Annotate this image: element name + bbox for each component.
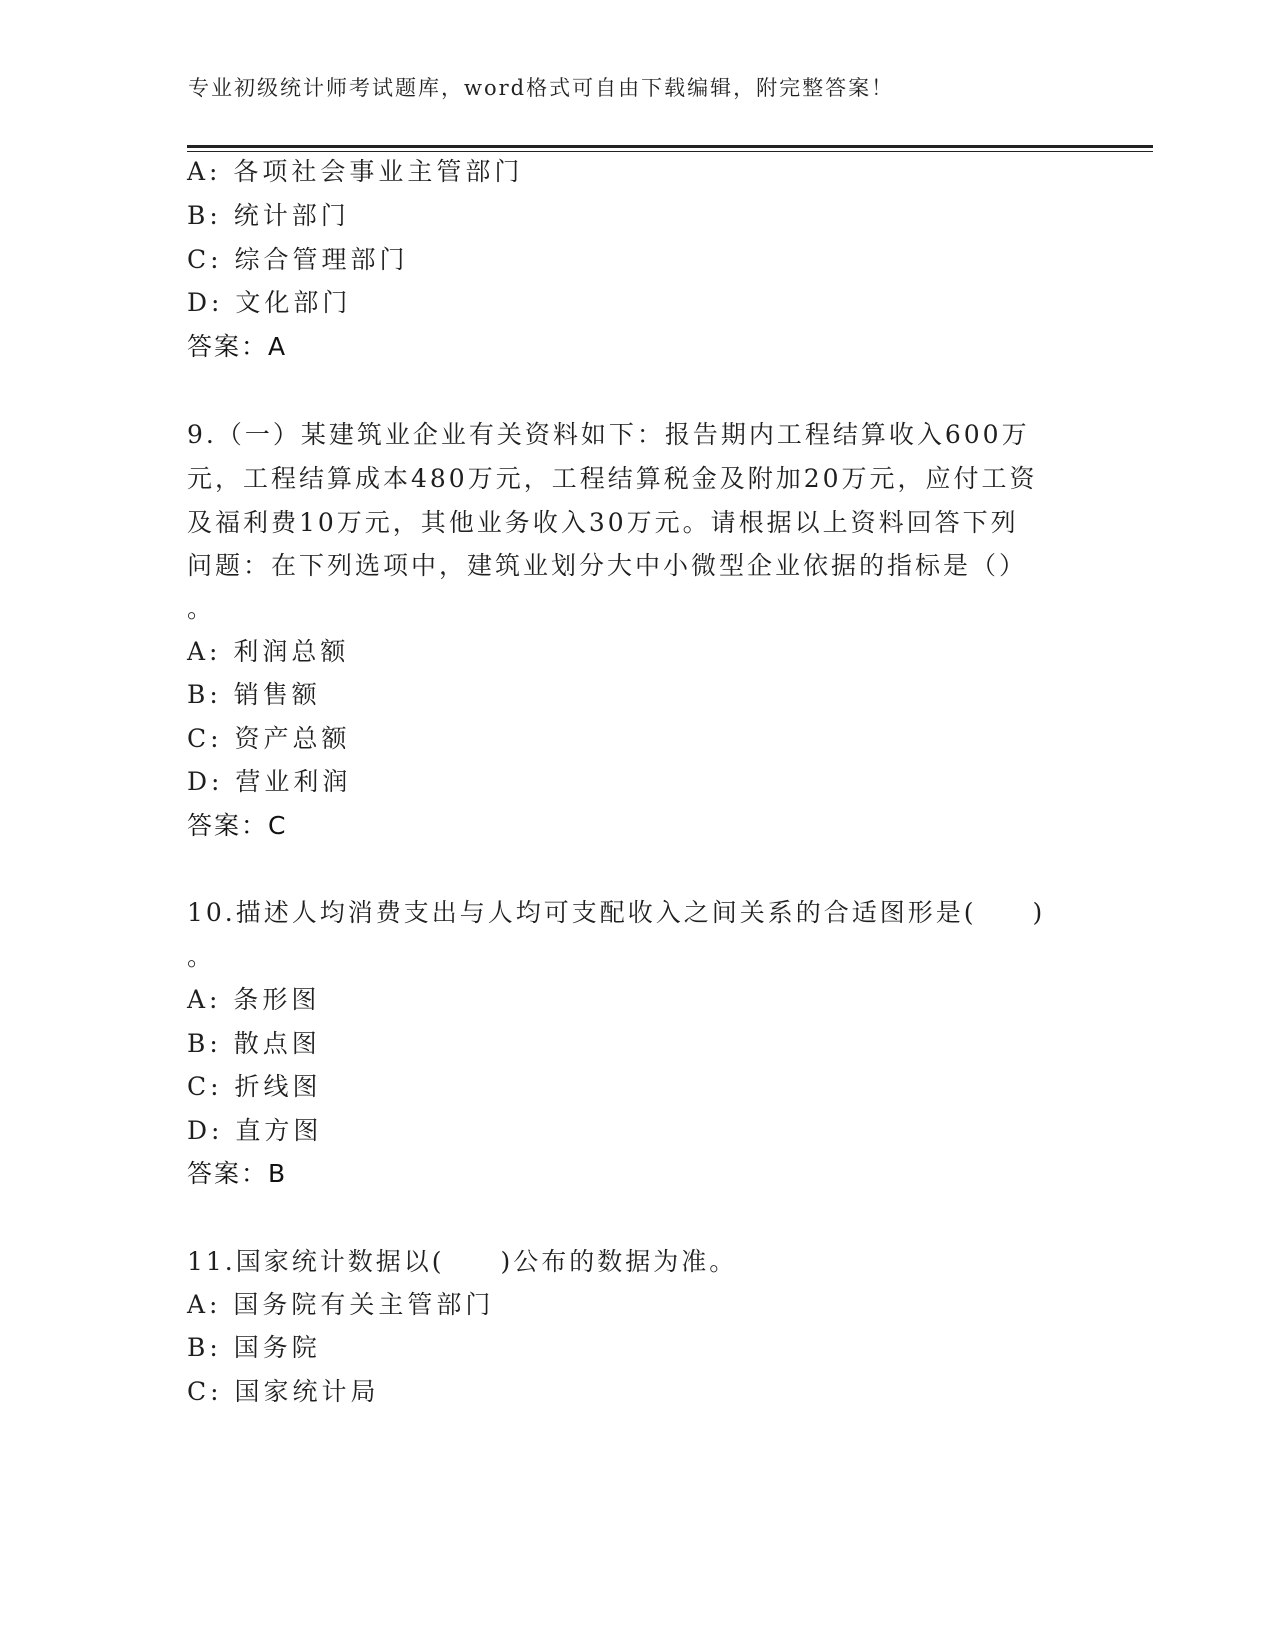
- q9-option-c: C: 资产总额: [187, 724, 351, 753]
- q10-text-line-1: 10.描述人均消费支出与人均可支配收入之间关系的合适图形是( ): [187, 898, 1046, 927]
- q9-option-b: B: 销售额: [187, 680, 321, 709]
- q10-option-b: B: 散点图: [187, 1029, 321, 1058]
- q10-answer: 答案：B: [187, 1159, 288, 1188]
- q9-option-d: D: 营业利润: [187, 767, 352, 796]
- header-rule-thin: [187, 151, 1153, 152]
- q8-option-a: A: 各项社会事业主管部门: [187, 157, 524, 186]
- q10-option-c: C: 折线图: [187, 1072, 322, 1101]
- q9-text-line-3: 及福利费10万元，其他业务收入30万元。请根据以上资料回答下列: [187, 508, 1019, 537]
- q10-option-a: A: 条形图: [187, 985, 321, 1014]
- q11-option-b: B: 国务院: [187, 1333, 321, 1362]
- page-header: 专业初级统计师考试题库，word格式可自由下载编辑，附完整答案！: [188, 76, 895, 100]
- q9-text-line-1: 9.（一）某建筑业企业有关资料如下：报告期内工程结算收入600万: [187, 420, 1030, 449]
- q9-answer: 答案：C: [187, 811, 288, 840]
- q8-option-b: B: 统计部门: [187, 201, 350, 230]
- q9-text-line-4: 问题：在下列选项中，建筑业划分大中小微型企业依据的指标是（）: [187, 551, 1028, 580]
- q8-option-d: D: 文化部门: [187, 288, 352, 317]
- q11-option-a: A: 国务院有关主管部门: [187, 1290, 495, 1319]
- q9-option-a: A: 利润总额: [187, 637, 350, 666]
- header-rule-thick: [187, 145, 1153, 148]
- q11-option-c: C: 国家统计局: [187, 1377, 380, 1406]
- q9-text-line-2: 元，工程结算成本480万元，工程结算税金及附加20万元，应付工资: [187, 464, 1038, 493]
- q9-text-line-5: 。: [187, 594, 216, 623]
- q10-text-line-2: 。: [187, 942, 216, 971]
- q8-answer: 答案：A: [187, 332, 288, 361]
- q8-option-c: C: 综合管理部门: [187, 245, 409, 274]
- q10-option-d: D: 直方图: [187, 1116, 323, 1145]
- q11-text-line-1: 11.国家统计数据以( )公布的数据为准。: [187, 1247, 738, 1276]
